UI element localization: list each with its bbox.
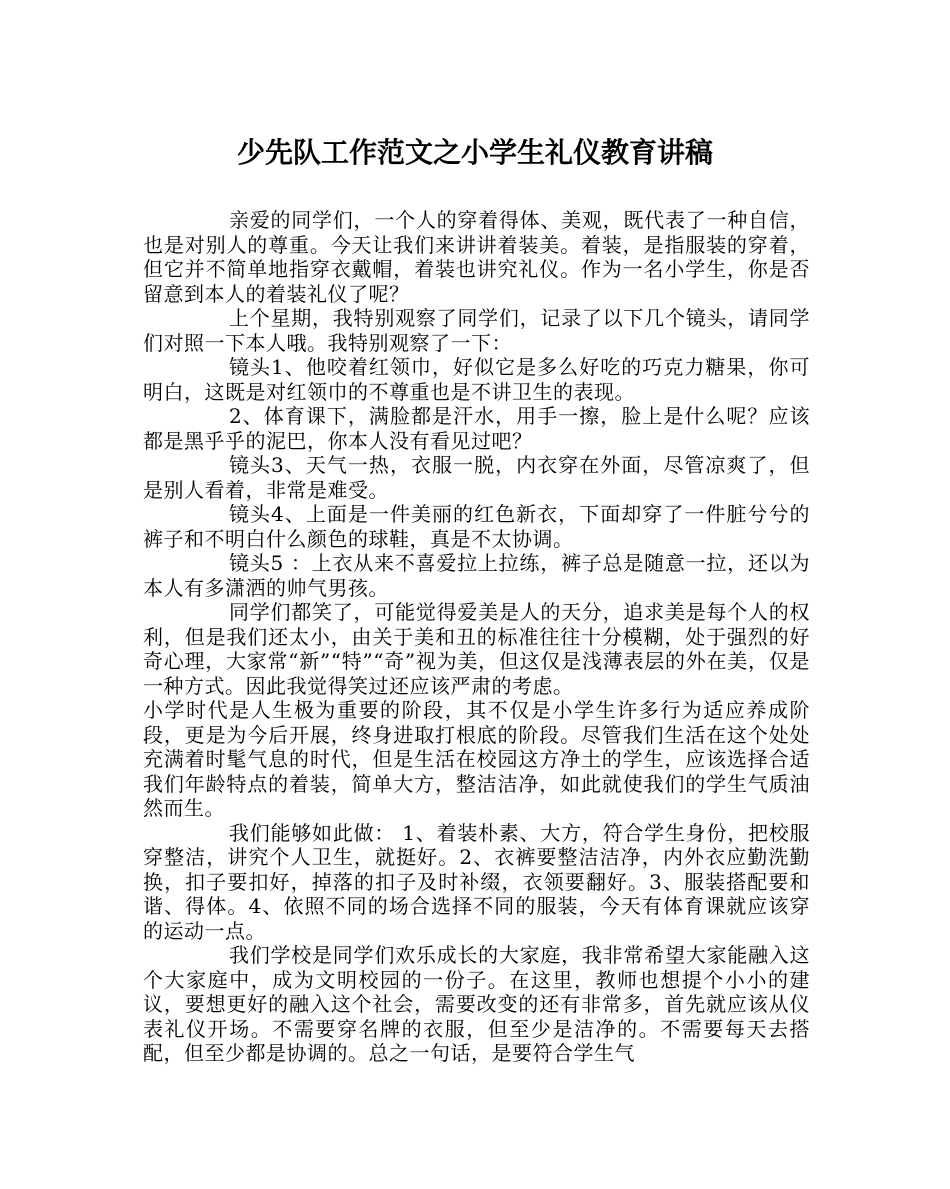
paragraph-scene-5: 镜头5 ：上衣从来不喜爱拉上拉练，裤子总是随意一拉，还以为本人有多潇洒的帅气男孩。 [143,551,810,600]
paragraph-scene-4: 镜头4、上面是一件美丽的红色新衣，下面却穿了一件脏兮兮的裤子和不明白什么颜色的球鞋，真是不太协调。 [143,502,810,551]
paragraph-reflection: 同学们都笑了，可能觉得爱美是人的天分，追求美是每个人的权利，但是我们还太小，由关于美和丑的标准往往十分模糊，处于强烈的好奇心理，大家常“新”“特”“奇”视为美，但这仅是浅薄表层的外在美，仅是一种方式。因此我觉得笑过还应该严肃的考虑。 [143,600,810,698]
paragraph-scene-2: 2、体育课下，满脸都是汗水，用手一擦，脸上是什么呢？应该都是黑乎乎的泥巴，你本人没有看见过吧？ [143,404,810,453]
paragraph-primary-school: 小学时代是人生极为重要的阶段，其不仅是小学生许多行为适应养成阶段，更是为今后开展，终身进取打根底的阶段。尽管我们生活在这个处处充满着时髦气息的时代，但是生活在校园这方净土的学生，应该选择合适我们年龄特点的着装，简单大方，整洁洁净，如此就使我们的学生气质油然而生。 [143,698,810,820]
paragraph-observation: 上个星期，我特别观察了同学们，记录了以下几个镜头，请同学们对照一下本人哦。我特别观察了一下： [143,306,810,355]
paragraph-what-we-can-do: 我们能够如此做： 1、着装朴素、大方，符合学生身份，把校服穿整洁，讲究个人卫生，就挺好。2、衣裤要整洁洁净，内外衣应勤洗勤换，扣子要扣好，掉落的扣子及时补缀，衣领要翻好。3、服装搭配要和谐、得体。4、依照不同的场合选择不同的服装，今天有体育课就应该穿的运动一点。 [143,820,810,943]
paragraph-greeting: 亲爱的同学们，一个人的穿着得体、美观，既代表了一种自信，也是对别人的尊重。今天让我们来讲讲着装美。着装，是指服装的穿着，但它并不简单地指穿衣戴帽，着装也讲究礼仪。作为一名小学生，你是否留意到本人的着装礼仪了呢？ [143,208,810,306]
document-title: 少先队工作范文之小学生礼仪教育讲稿 [236,136,713,169]
document-body [143,208,810,1066]
paragraph-scene-1: 镜头1、他咬着红领巾，好似它是多么好吃的巧克力糖果，你可明白，这既是对红领巾的不尊重也是不讲卫生的表现。 [143,355,810,404]
paragraph-school-family: 我们学校是同学们欢乐成长的大家庭，我非常希望大家能融入这个大家庭中，成为文明校园的一份子。在这里，教师也想提个小小的建议，要想更好的融入这个社会，需要改变的还有非常多，首先就应该从仪表礼仪开场。不需要穿名牌的衣服，但至少是洁净的。不需要每天去搭配，但至少都是协调的。总之一句话，是要符合学生气 [143,943,810,1065]
paragraph-scene-3: 镜头3、天气一热，衣服一脱，内衣穿在外面，尽管凉爽了，但是别人看着，非常是难受。 [143,453,810,502]
